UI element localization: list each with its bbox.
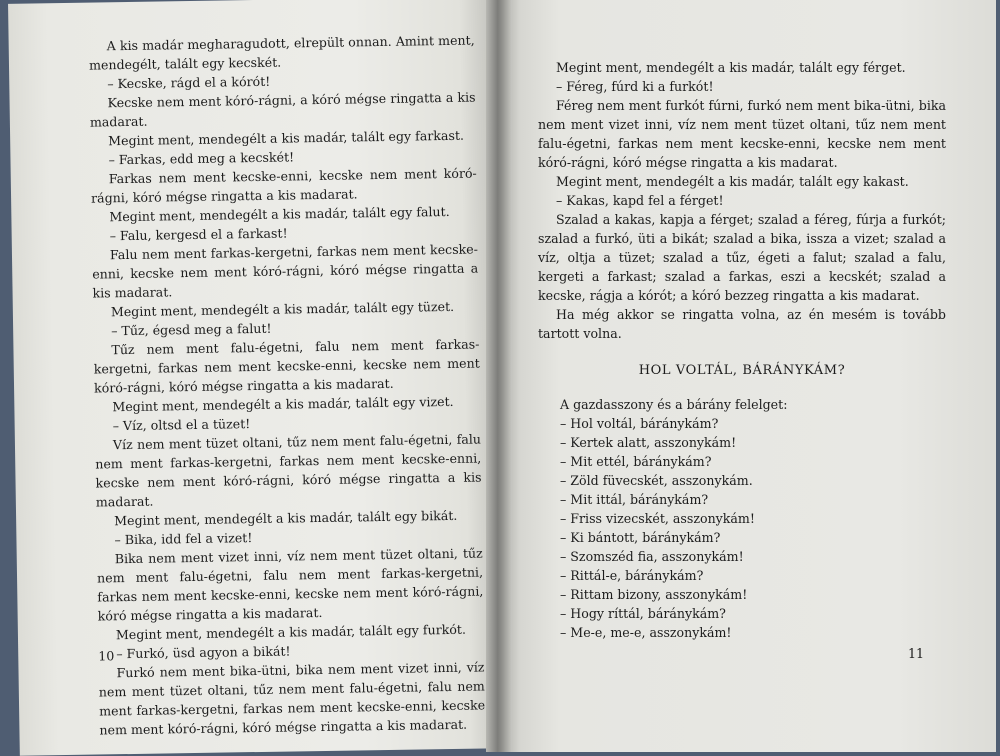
paragraph: Tűz nem ment falu-égetni, falu nem ment farkas-kergetni, farkas nem ment kecske-enni, kecske nem ment kóró-rágni, kóró mégse ringatta a kis madarat.: [93, 336, 480, 396]
paragraph: Megint ment, mendegélt a kis madár, talált egy vizet.: [112, 393, 454, 415]
paragraph: – Tűz, égesd meg a falut!: [111, 320, 272, 339]
paragraph: – Furkó, üsd agyon a bikát!: [116, 643, 291, 662]
page-number-left: 10: [98, 648, 115, 664]
right-page-text: [538, 58, 946, 642]
poem-line: – Mit ettél, báránykám?: [560, 454, 712, 469]
poem-title: HOL VOLTÁL, BÁRÁNYKÁM?: [638, 363, 846, 378]
paragraph: – Víz, oltsd el a tüzet!: [112, 416, 251, 434]
poem-line: – Rittál-e, báránykám?: [560, 568, 704, 583]
poem-line: – Hogy ríttál, báránykám?: [560, 606, 726, 621]
paragraph: Ha még akkor se ringatta volna, az én mesém is tovább tartott volna.: [538, 307, 946, 341]
paragraph: Bika nem ment vizet inni, víz nem ment tüzet oltani, tűz nem ment falu-égetni, falu nem ment farkas-kergetni, farkas nem ment kecske-enni, kecske nem ment kóró-rágni, kóró mégse ringatta a kis madarat.: [96, 545, 484, 624]
paragraph: Megint ment, mendegélt a kis madár, talált egy furkót.: [115, 621, 467, 643]
page-number-right: 11: [908, 646, 925, 661]
paragraph: Farkas nem ment kecske-enni, kecske nem ment kóró-rágni, kóró mégse ringatta a kis madarat.: [90, 165, 477, 206]
poem-line: – Zöld füvecskét, asszonykám.: [560, 473, 753, 488]
paragraph: Szalad a kakas, kapja a férget; szalad a féreg, fúrja a furkót; szalad a furkó, üti a bikát; szalad a bika, issza a vizet; szalad a víz, oltja a tüzet; szalad a tűz, égeti a falut; szalad a falu, kergeti a farkast; szalad a farkas, eszi a kecskét; szalad a kecske, rágja a kórót; a kóró bezzeg ringatta a kis madarat.: [538, 212, 946, 303]
poem-line: – Hol voltál, báránykám?: [560, 416, 719, 431]
left-page: [8, 0, 510, 756]
poem-line: A gazdasszony és a bárány felelget:: [560, 397, 788, 412]
paragraph: Megint ment, mendegélt a kis madár, talált egy tüzet.: [110, 298, 455, 320]
poem-line: – Kertek alatt, asszonykám!: [560, 435, 737, 450]
right-page: [500, 0, 996, 752]
paragraph: – Bika, idd fel a vizet!: [114, 530, 253, 548]
poem-line: – Mit ittál, báránykám?: [560, 492, 709, 507]
paragraph: Megint ment, mendegélt a kis madár, talált egy falut.: [109, 203, 450, 225]
paragraph: Megint ment, mendegélt a kis madár, talált egy férget.: [556, 60, 906, 75]
paragraph: – Kecske, rágd el a kórót!: [107, 73, 271, 92]
left-page-text: [89, 31, 486, 740]
book-gutter: [486, 0, 512, 752]
paragraph: – Falu, kergesd el a farkast!: [109, 225, 288, 244]
poem-line: – Friss vizecskét, asszonykám!: [560, 511, 755, 526]
paragraph: Víz nem ment tüzet oltani, tűz nem ment falu-égetni, falu nem ment farkas-kergetni, farkas nem ment kecske-enni, kecske nem ment kóró-rágni, kóró mégse ringatta a kis madarat.: [95, 431, 482, 510]
paragraph: Megint ment, mendegélt a kis madár, talált egy farkast.: [108, 127, 465, 149]
paragraph: Féreg nem ment furkót fúrni, furkó nem ment bika-ütni, bika nem ment vizet inni, víz nem ment tüzet oltani, tűz nem ment falu-égetni, farkas nem ment kecske-enni, kecske nem ment kóró-rágni, kóró mégse ringatta a kis madarat.: [538, 98, 946, 170]
poem: [538, 395, 946, 642]
paragraph: – Féreg, fúrd ki a furkót!: [556, 79, 714, 94]
poem-line: – Szomszéd fia, asszonykám!: [560, 549, 744, 564]
poem-line: – Ki bántott, báránykám?: [560, 530, 721, 545]
paragraph: – Kakas, kapd fel a férget!: [556, 193, 724, 208]
paragraph: Megint ment, mendegélt a kis madár, talált egy bikát.: [114, 507, 458, 529]
paragraph: Furkó nem ment bika-ütni, bika nem ment vizet inni, víz nem ment tüzet oltani, tűz nem ment falu-égetni, falu nem ment farkas-kergetni, farkas nem ment kecske-enni, kecske nem ment kóró-rágni, kóró mégse ringatta a kis madarat.: [98, 659, 486, 738]
paragraph: Kecske nem ment kóró-rágni, a kóró mégse ringatta a kis madarat.: [89, 89, 476, 130]
poem-line: – Me-e, me-e, asszonykám!: [560, 625, 732, 640]
paragraph: Megint ment, mendegélt a kis madár, talált egy kakast.: [556, 174, 909, 189]
poem-line: – Rittam bizony, asszonykám!: [560, 587, 748, 602]
paragraph: A kis madár megharagudott, elrepült onnan. Amint ment, mendegélt, talált egy kecskét.: [88, 32, 475, 73]
paragraph: – Farkas, edd meg a kecskét!: [108, 149, 295, 168]
paragraph: Falu nem ment farkas-kergetni, farkas nem ment kecske-enni, kecske nem ment kóró-rágni, kóró mégse ringatta a kis madarat.: [92, 241, 479, 301]
